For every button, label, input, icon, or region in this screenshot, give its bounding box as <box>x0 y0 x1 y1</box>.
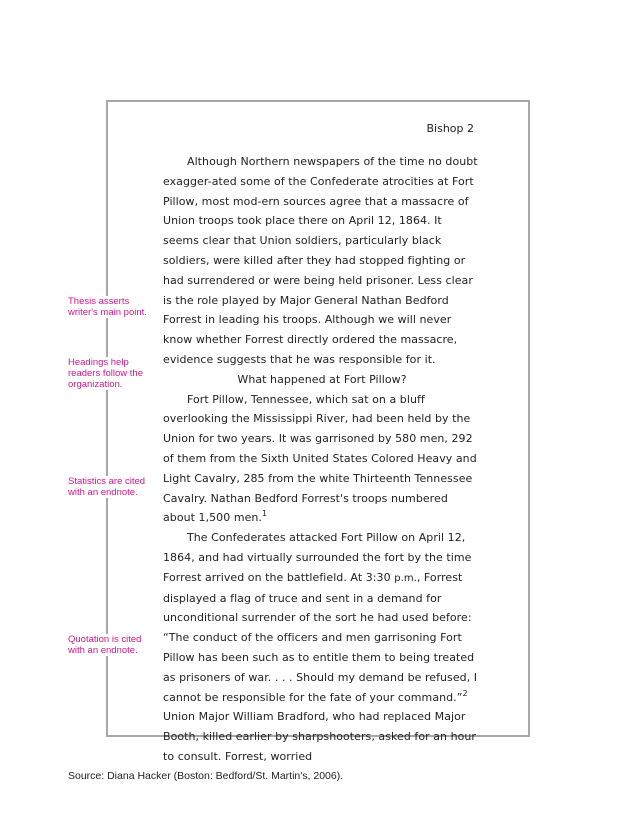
paragraph-thesis: Although Northern newspapers of the time no doubt exagger-ated some of the Confederate atrocities at Fort Pillow, most mod-ern sources agree that a massacre of Union troops took place there on April 12, 1864. It seems clear that Union soldiers, particularly black soldiers, were killed after they had stopped fighting or had surrendered or were being held prisoner. Less clear is the role played by Major General Nathan Bedford Forrest in leading his troops. Although we will never know whether Forrest directly ordered the massacre, evidence suggests that he was responsible for it. <box>163 155 478 366</box>
annotation-quotation <box>68 634 141 656</box>
annotation-headings-line1: Headings help <box>68 357 129 368</box>
endnote-marker-2: 2 <box>462 688 468 698</box>
paragraph-quotation-start: The Confederates attacked Fort Pillow on April 12, 1864, and had virtually surrounded the fort by the time Forrest arrived on the battlefield. At 3:30 <box>163 531 472 584</box>
paragraph-quotation-end: Union Major William Bradford, who had replaced Major Booth, killed earlier by sharpshooters, asked for an hour to consult. Forrest, worried <box>163 710 476 763</box>
annotation-quotation-line2: with an endnote. <box>68 645 138 656</box>
paragraph-statistics <box>163 390 481 529</box>
annotation-statistics <box>68 476 145 498</box>
source-caption: Source: Diana Hacker (Boston: Bedford/St. Martin's, 2006). <box>68 770 344 782</box>
annotation-statistics-line2: with an endnote. <box>68 487 138 498</box>
running-head: Bishop 2 <box>426 122 474 135</box>
time-pm: p.m. <box>394 572 417 584</box>
annotation-thesis-line1: Thesis asserts <box>68 296 130 307</box>
paragraph-statistics-text: Fort Pillow, Tennessee, which sat on a bluff overlooking the Mississippi River, had been held by the Union for two years. It was garrisoned by 580 men, 292 of them from the Sixth United States Colored Heavy and Light Cavalry, 285 from the white Thirteenth Tennessee Cavalry. Nathan Bedford Forrest's troops numbered about 1,500 men. <box>163 392 477 525</box>
section-heading: What happened at Fort Pillow? <box>237 372 407 386</box>
annotation-thesis <box>68 296 147 318</box>
annotation-thesis-line2: writer's main point. <box>68 307 147 318</box>
annotation-statistics-line1: Statistics are cited <box>68 476 146 487</box>
annotation-headings-line3: organization. <box>68 379 123 390</box>
paragraph-quotation <box>163 528 481 767</box>
paragraph-quotation-mid: , Forrest displayed a flag of truce and sent in a demand for unconditional surrender of the sort he had used before: “The conduct of the officers and men garrisoning Fort Pillow has been such as to entitle them to being treated as prisoners of war. . . . Should my demand be refused, I cannot be responsible for the fate of your command.” <box>163 570 478 704</box>
annotation-headings-line2: readers follow the <box>68 368 143 379</box>
annotation-quotation-line1: Quotation is cited <box>68 634 142 645</box>
annotation-headings <box>68 357 143 390</box>
endnote-marker-1: 1 <box>261 509 268 519</box>
body-text <box>163 152 481 767</box>
